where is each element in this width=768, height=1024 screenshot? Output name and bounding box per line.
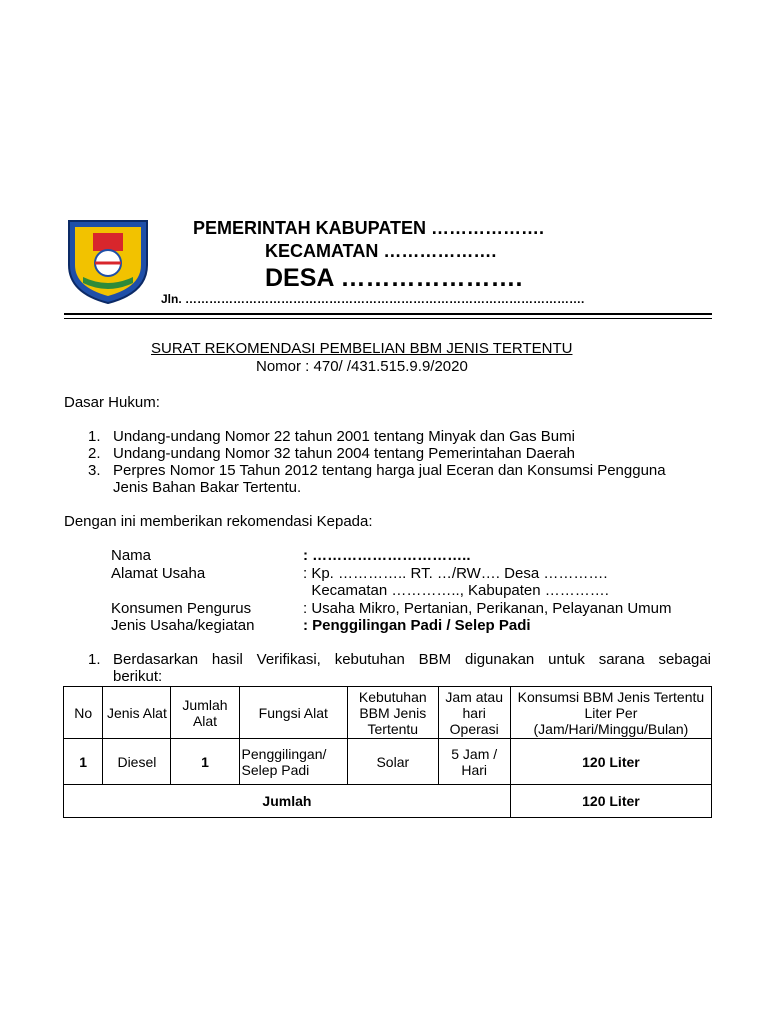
kop-line-kecamatan: KECAMATAN ………………. (265, 241, 497, 261)
field-value-alamat: : Kp. ………….. RT. …/RW…. Desa …………. (303, 565, 608, 582)
document-number: Nomor : 470/ /431.515.9.9/2020 (256, 358, 468, 375)
legal-item-number: 1. (88, 428, 101, 445)
table-cell: Diesel (103, 739, 171, 785)
header-cell: Jumlah Alat (171, 687, 239, 739)
table-cell: Penggilingan/ Selep Padi (239, 739, 348, 785)
legal-item-number: 3. (88, 462, 101, 479)
table-cell: 1 (171, 739, 239, 785)
field-label-konsumen: Konsumen Pengurus (111, 600, 252, 617)
field-value-jenis-usaha: : Penggilingan Padi / Selep Padi (303, 617, 531, 634)
intro-text: Dengan ini memberikan rekomendasi Kepada: (64, 513, 373, 530)
legal-basis-heading: Dasar Hukum: (64, 394, 160, 411)
kop-line-desa: DESA …………………. (265, 264, 523, 292)
header-cell: No (64, 687, 103, 739)
equipment-table (63, 686, 712, 818)
table-row (64, 739, 712, 785)
legal-item-text-continued: Jenis Bahan Bakar Tertentu. (113, 479, 302, 496)
field-label-jenis-usaha: Jenis Usaha/kegiatan (111, 617, 255, 634)
field-value-nama: : ………………………….. (303, 547, 471, 564)
field-value-konsumen: : Usaha Mikro, Pertanian, Perikanan, Pelayanan Umum (303, 600, 672, 617)
kop-address: Jln. ………………………………………………………………………………………. (161, 292, 585, 306)
header-cell: Fungsi Alat (239, 687, 348, 739)
legal-item-text: Perpres Nomor 15 Tahun 2012 tentang harga jual Eceran dan Konsumsi Pengguna (113, 462, 666, 479)
table-total-row (64, 785, 712, 818)
header-cell: Jenis Alat (103, 687, 171, 739)
field-label-alamat: Alamat Usaha (111, 565, 206, 582)
table-cell: 1 (64, 739, 103, 785)
field-label-nama: Nama (111, 547, 152, 564)
table-cell: 120 Liter (510, 739, 711, 785)
header-cell: Jam atau hari Operasi (438, 687, 510, 739)
point-number: 1. (88, 651, 101, 668)
legal-item-text: Undang-undang Nomor 22 tahun 2001 tentang Minyak dan Gas Bumi (113, 428, 575, 445)
table-cell: 5 Jam / Hari (438, 739, 510, 785)
header-divider-thin (64, 318, 712, 319)
total-value-cell: 120 Liter (510, 785, 711, 818)
kop-line-kabupaten: PEMERINTAH KABUPATEN ………………. (193, 218, 544, 238)
regency-emblem-logo (63, 215, 153, 305)
point-text-continued: berikut: (113, 668, 163, 685)
table-header-row (64, 687, 712, 739)
total-label-cell: Jumlah (64, 785, 511, 818)
document-title: SURAT REKOMENDASI PEMBELIAN BBM JENIS TERTENTU (151, 340, 573, 357)
field-value-alamat-continued: Kecamatan ………….., Kabupaten …………. (303, 582, 609, 599)
point-text: Berdasarkan hasil Verifikasi, kebutuhan BBM digunakan untuk sarana sebagai (113, 651, 711, 668)
legal-item-number: 2. (88, 445, 101, 462)
legal-item-text: Undang-undang Nomor 32 tahun 2004 tentang Pemerintahan Daerah (113, 445, 575, 462)
header-divider-thick (64, 313, 712, 315)
header-cell: Kebutuhan BBM Jenis Tertentu (348, 687, 438, 739)
table-cell: Solar (348, 739, 438, 785)
header-cell: Konsumsi BBM Jenis Tertentu Liter Per (Jam/Hari/Minggu/Bulan) (510, 687, 711, 739)
